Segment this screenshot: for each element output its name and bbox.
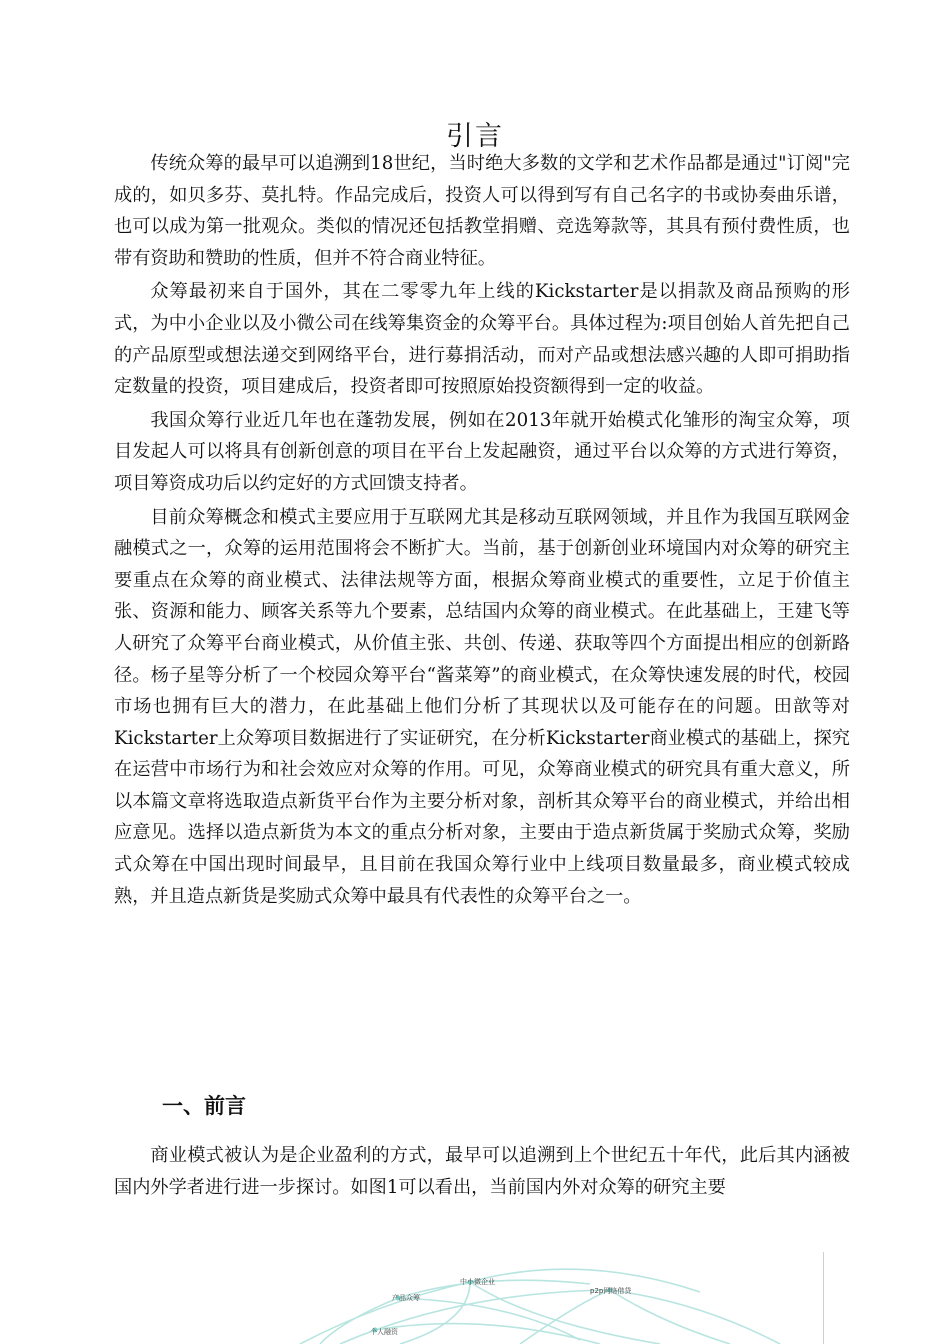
- section-body: [114, 1140, 850, 1203]
- figure-network-graph: [280, 1262, 840, 1344]
- intro-paragraph: 传统众筹的最早可以追溯到18世纪，当时绝大多数的文学和艺术作品都是通过"订阅"完成的，如贝多芬、莫扎特。作品完成后，投资人可以得到写有自己名字的书或协奏曲乐谱，也可以成为第一批观众。类似的情况还包括教堂捐赠、竞选筹款等，其具有预付费性质，也带有资助和赞助的性质，但并不符合商业特征。: [114, 153, 850, 269]
- node-label: p2p网络借贷: [590, 1287, 632, 1295]
- graph-nodes: [370, 1277, 632, 1336]
- node-label: 个人融资: [370, 1328, 398, 1336]
- intro-paragraph: 我国众筹行业近几年也在蓬勃发展，例如在2013年就开始模式化雏形的淘宝众筹，项目发起人可以将具有创新创意的项目在平台上发起融资，通过平台以众筹的方式进行筹资，项目筹资成功后以约定好的方式回馈支持者。: [114, 409, 850, 494]
- section-paragraph: 商业模式被认为是企业盈利的方式，最早可以追溯到上个世纪五十年代，此后其内涵被国内外学者进行进一步探讨。如图1可以看出，当前国内外对众筹的研究主要: [114, 1145, 850, 1198]
- node-label: 中小微企业: [460, 1278, 495, 1286]
- node-label: 产品众筹: [392, 1294, 420, 1302]
- intro-paragraph: 众筹最初来自于国外，其在二零零九年上线的Kickstarter是以捐款及商品预购的形式，为中小企业以及小微公司在线筹集资金的众筹平台。具体过程为:项目创始人首先把自己的产品原型或想法递交到网络平台，进行募捐活动，而对产品或想法感兴趣的人即可捐助指定数量的投资，项目建成后，投资者即可按照原始投资额得到一定的收益。: [114, 281, 850, 398]
- intro-paragraph: 目前众筹概念和模式主要应用于互联网尤其是移动互联网领域，并且作为我国互联网金融模式之一，众筹的运用范围将会不断扩大。当前，基于创新创业环境国内对众筹的研究主要重点在众筹的商业模式、法律法规等方面，根据众筹商业模式的重要性，立足于价值主张、资源和能力、顾客关系等九个要素，总结国内众筹的商业模式。在此基础上，王建飞等人研究了众筹平台商业模式，从价值主张、共创、传递、获取等四个方面提出相应的创新路径。杨子星等分析了一个校园众筹平台“酱菜筹”的商业模式，在众筹快速发展的时代，校园市场也拥有巨大的潜力，在此基础上他们分析了其现状以及可能存在的问题。田歆等对Kickstarter上众筹项目数据进行了实证研究，在分析Kickstarter商业模式的基础上，探究在运营中市场行为和社会效应对众筹的作用。可见，众筹商业模式的研究具有重大意义，所以本篇文章将选取造点新货平台作为主要分析对象，剖析其众筹平台的商业模式，并给出相应意见。选择以造点新货为本文的重点分析对象，主要由于造点新货属于奖励式众筹，奖励式众筹在中国出现时间最早，且目前在我国众筹行业中上线项目数量最多，商业模式较成熟，并且造点新货是奖励式众筹中最具有代表性的众筹平台之一。: [114, 506, 850, 907]
- network-graph-svg: [280, 1262, 840, 1344]
- graph-edge: [610, 1290, 730, 1344]
- page-title: 引言: [446, 121, 504, 152]
- section-heading: 一、前言: [162, 1094, 246, 1118]
- graph-edge: [320, 1298, 398, 1344]
- graph-edge: [610, 1290, 780, 1344]
- intro-body: [114, 148, 850, 914]
